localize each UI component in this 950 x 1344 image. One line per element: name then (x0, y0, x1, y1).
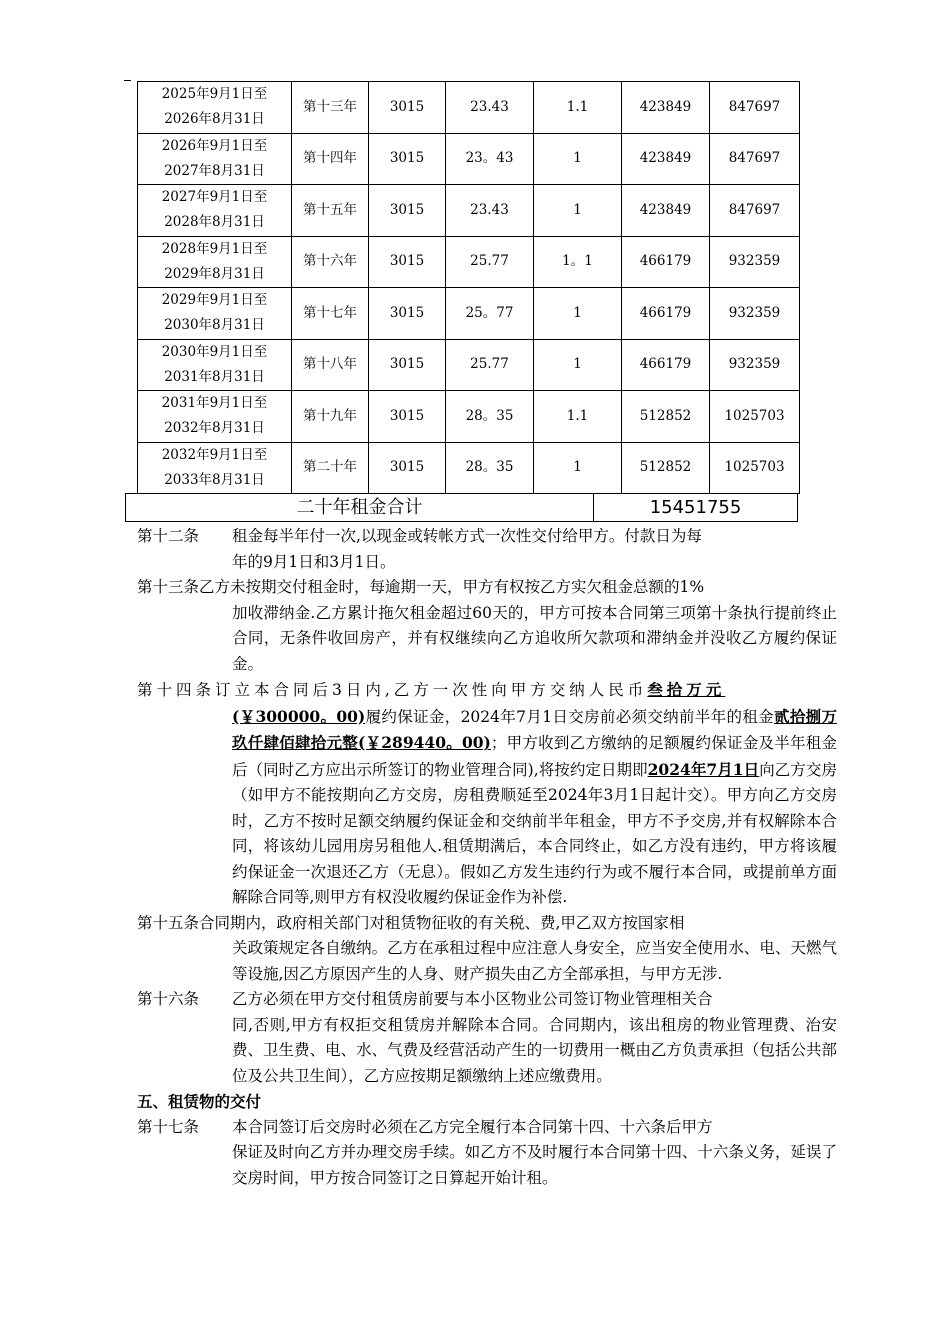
ratio-cell: 1 (534, 288, 622, 340)
lease-year-cell: 第十五年 (292, 185, 369, 237)
period-start: 2026年9月1日至 (161, 137, 268, 154)
clause-16-label: 第十六条 (137, 990, 200, 1008)
clause-15 (137, 911, 837, 988)
period-cell (138, 442, 292, 494)
clause-14-rest: 向乙方交房（如甲方不能按期向乙方交房，房租费顺延至2024年3月1日起计交）。甲方向乙方交房时，乙方不按时足额交纳履约保证金和交纳前半年租金，甲方不予交房,并有权解除本合同，将该幼儿园用房另租他人.租赁期满后，本合同终止，如乙方没有违约，甲方将该履约保证金一次退还乙方（无息）。假如乙方发生违约行为或不履行本合同，或提前单方面解除合同等,则甲方有权没收履约保证金作为补偿. (232, 760, 837, 906)
lease-year-cell: 第二十年 (292, 442, 369, 494)
lease-year-cell: 第十九年 (292, 391, 369, 443)
clause-13 (137, 575, 837, 677)
ratio-cell: 1 (534, 339, 622, 391)
annual-rent-cell: 932359 (710, 288, 800, 340)
half-year-rent-cell: 512852 (622, 442, 710, 494)
table-row (138, 185, 800, 237)
half-year-rent-cell: 423849 (622, 185, 710, 237)
area-cell: 3015 (369, 82, 446, 134)
unit-price-cell: 23。43 (446, 133, 534, 185)
period-start: 2031年9月1日至 (161, 395, 268, 412)
clause-14-line2-post: 履约保证金，2024年7月1日交房前必须交纳前半年的 (365, 707, 743, 726)
annual-rent-cell: 847697 (710, 185, 800, 237)
annual-rent-cell: 1025703 (710, 442, 800, 494)
ratio-cell: 1.1 (534, 82, 622, 134)
clause-14-body (232, 704, 837, 911)
ratio-cell: 1 (534, 185, 622, 237)
table-row (138, 133, 800, 185)
contract-clauses (137, 524, 837, 1191)
clause-14 (137, 677, 837, 911)
clause-15-line1: 第十五条合同期内，政府相关部门对租赁物征收的有关税、费,甲乙双方按国家相 (137, 913, 685, 932)
area-cell: 3015 (369, 185, 446, 237)
period-end: 2029年8月31日 (164, 265, 265, 282)
period-cell (138, 288, 292, 340)
area-cell: 3015 (369, 442, 446, 494)
rent-schedule-table (137, 81, 800, 494)
annual-rent-cell: 932359 (710, 236, 800, 288)
annual-rent-cell: 932359 (710, 339, 800, 391)
clause-14-line1 (137, 677, 837, 704)
period-start: 2032年9月1日至 (161, 446, 268, 463)
half-year-rent-amount: 贰拾捌万玖仟肆佰肆拾元整(￥289440。00) (232, 706, 837, 752)
period-start: 2027年9月1日至 (161, 189, 268, 206)
unit-price-cell: 28。35 (446, 442, 534, 494)
half-year-rent-cell: 466179 (622, 288, 710, 340)
lease-year-cell: 第十七年 (292, 288, 369, 340)
lease-year-cell: 第十八年 (292, 339, 369, 391)
half-year-rent-cell: 466179 (622, 339, 710, 391)
rent-total-value: 15451755 (649, 497, 742, 518)
period-end: 2028年8月31日 (164, 214, 265, 231)
clause-16-line1: 乙方必须在甲方交付租赁房前要与本小区物业公司签订物业管理相关合 (232, 990, 713, 1008)
area-cell: 3015 (369, 339, 446, 391)
handover-date: 2024年7月1日 (647, 759, 760, 779)
rent-total-row (125, 493, 798, 522)
period-start: 2028年9月1日至 (161, 240, 268, 257)
section-5-title: 五、租赁物的交付 (137, 1092, 262, 1111)
period-end: 2026年8月31日 (164, 111, 265, 128)
period-cell (138, 391, 292, 443)
period-cell (138, 185, 292, 237)
clause-17-rest: 保证及时向乙方并办理交房手续。如乙方不及时履行本合同第十四、十六条义务，延误了交房时间，甲方按合同签订之日算起开始计租。 (232, 1143, 837, 1187)
area-cell: 3015 (369, 288, 446, 340)
area-cell: 3015 (369, 133, 446, 185)
period-end: 2027年8月31日 (164, 162, 265, 179)
unit-price-cell: 25。77 (446, 288, 534, 340)
half-year-rent-cell: 512852 (622, 391, 710, 443)
unit-price-cell: 23.43 (446, 82, 534, 134)
clause-12-rest: 年的9月1日和3月1日。 (232, 552, 396, 571)
clause-14-line3-post: ；甲方收到乙方缴纳的足额履约保证金及半年租金后（同时乙方应出示所签订的物业管理合同),将按约定日期即 (232, 734, 837, 779)
clause-13-line1: 第十三条乙方未按期交付租金时，每逾期一天，甲方有权按乙方实欠租金总额的1% (137, 578, 705, 596)
period-end: 2032年8月31日 (164, 420, 265, 437)
unit-price-cell: 28。35 (446, 391, 534, 443)
area-cell: 3015 (369, 391, 446, 443)
lease-year-cell: 第十六年 (292, 236, 369, 288)
period-end: 2031年8月31日 (164, 368, 265, 385)
clause-15-rest: 关政策规定各自缴纳。乙方在承租过程中应注意人身安全，应当安全使用水、电、天燃气等设施,因乙方原因产生的人身、财产损失由乙方全部承担，与甲方无涉. (232, 939, 837, 983)
clause-17-line1: 本合同签订后交房时必须在乙方完全履行本合同第十四、十六条后甲方 (232, 1117, 713, 1136)
table-row (138, 339, 800, 391)
table-row (138, 82, 800, 134)
period-cell (138, 133, 292, 185)
rent-total-label: 二十年租金合计 (126, 494, 594, 521)
half-year-rent-cell: 423849 (622, 82, 710, 134)
period-start: 2030年9月1日至 (161, 343, 268, 360)
area-cell: 3015 (369, 236, 446, 288)
clause-13-rest: 加收滞纳金.乙方累计拖欠租金超过60天的，甲方可按本合同第三项第十条执行提前终止合同，无条件收回房产，并有权继续向乙方追收所欠款项和滞纳金并没收乙方履约保证金。 (232, 603, 837, 673)
clause-14-line3-pre: 租金 (742, 707, 774, 726)
table-row (138, 442, 800, 494)
period-start: 2029年9月1日至 (161, 292, 268, 309)
clause-17 (137, 1115, 837, 1192)
unit-price-cell: 25.77 (446, 236, 534, 288)
lease-year-cell: 第十三年 (292, 82, 369, 134)
annual-rent-cell: 1025703 (710, 391, 800, 443)
period-cell (138, 236, 292, 288)
period-cell (138, 339, 292, 391)
half-year-rent-cell: 466179 (622, 236, 710, 288)
period-end: 2030年8月31日 (164, 317, 265, 334)
ratio-cell: 1.1 (534, 391, 622, 443)
annual-rent-cell: 847697 (710, 133, 800, 185)
table-row (138, 391, 800, 443)
clause-16-rest: 同,否则,甲方有权拒交租赁房并解除本合同。合同期内，该出租房的物业管理费、治安费、卫生费、电、水、气费及经营活动产生的一切费用一概由乙方负责承担（包括公共部位及公共卫生间），乙方应按期足额缴纳上述应缴费用。 (232, 1015, 837, 1085)
period-end: 2033年8月31日 (164, 471, 265, 488)
annual-rent-cell: 847697 (710, 82, 800, 134)
ratio-cell: 1 (534, 133, 622, 185)
clause-12-label: 第十二条 (137, 527, 200, 545)
clause-14-line1-pre: 第十四条订立本合同后3日内,乙方一次性向甲方交纳人民币 (137, 681, 648, 699)
half-year-rent-cell: 423849 (622, 133, 710, 185)
table-row (138, 236, 800, 288)
clause-16 (137, 987, 837, 1089)
unit-price-cell: 23.43 (446, 185, 534, 237)
ratio-cell: 1。1 (534, 236, 622, 288)
clause-17-label: 第十七条 (137, 1117, 200, 1136)
deposit-amount-figures: (￥300000。00) (232, 706, 366, 726)
ratio-cell: 1 (534, 442, 622, 494)
clause-12 (137, 524, 837, 575)
lease-year-cell: 第十四年 (292, 133, 369, 185)
period-cell (138, 82, 292, 134)
period-start: 2025年9月1日至 (161, 86, 268, 103)
unit-price-cell: 25.77 (446, 339, 534, 391)
deposit-amount-words: 叁拾万元 (647, 680, 726, 699)
table-row (138, 288, 800, 340)
clause-12-line1: 租金每半年付一次,以现金或转帐方式一次性交付给甲方。付款日为每 (232, 527, 702, 545)
table-top-mark (124, 80, 131, 81)
